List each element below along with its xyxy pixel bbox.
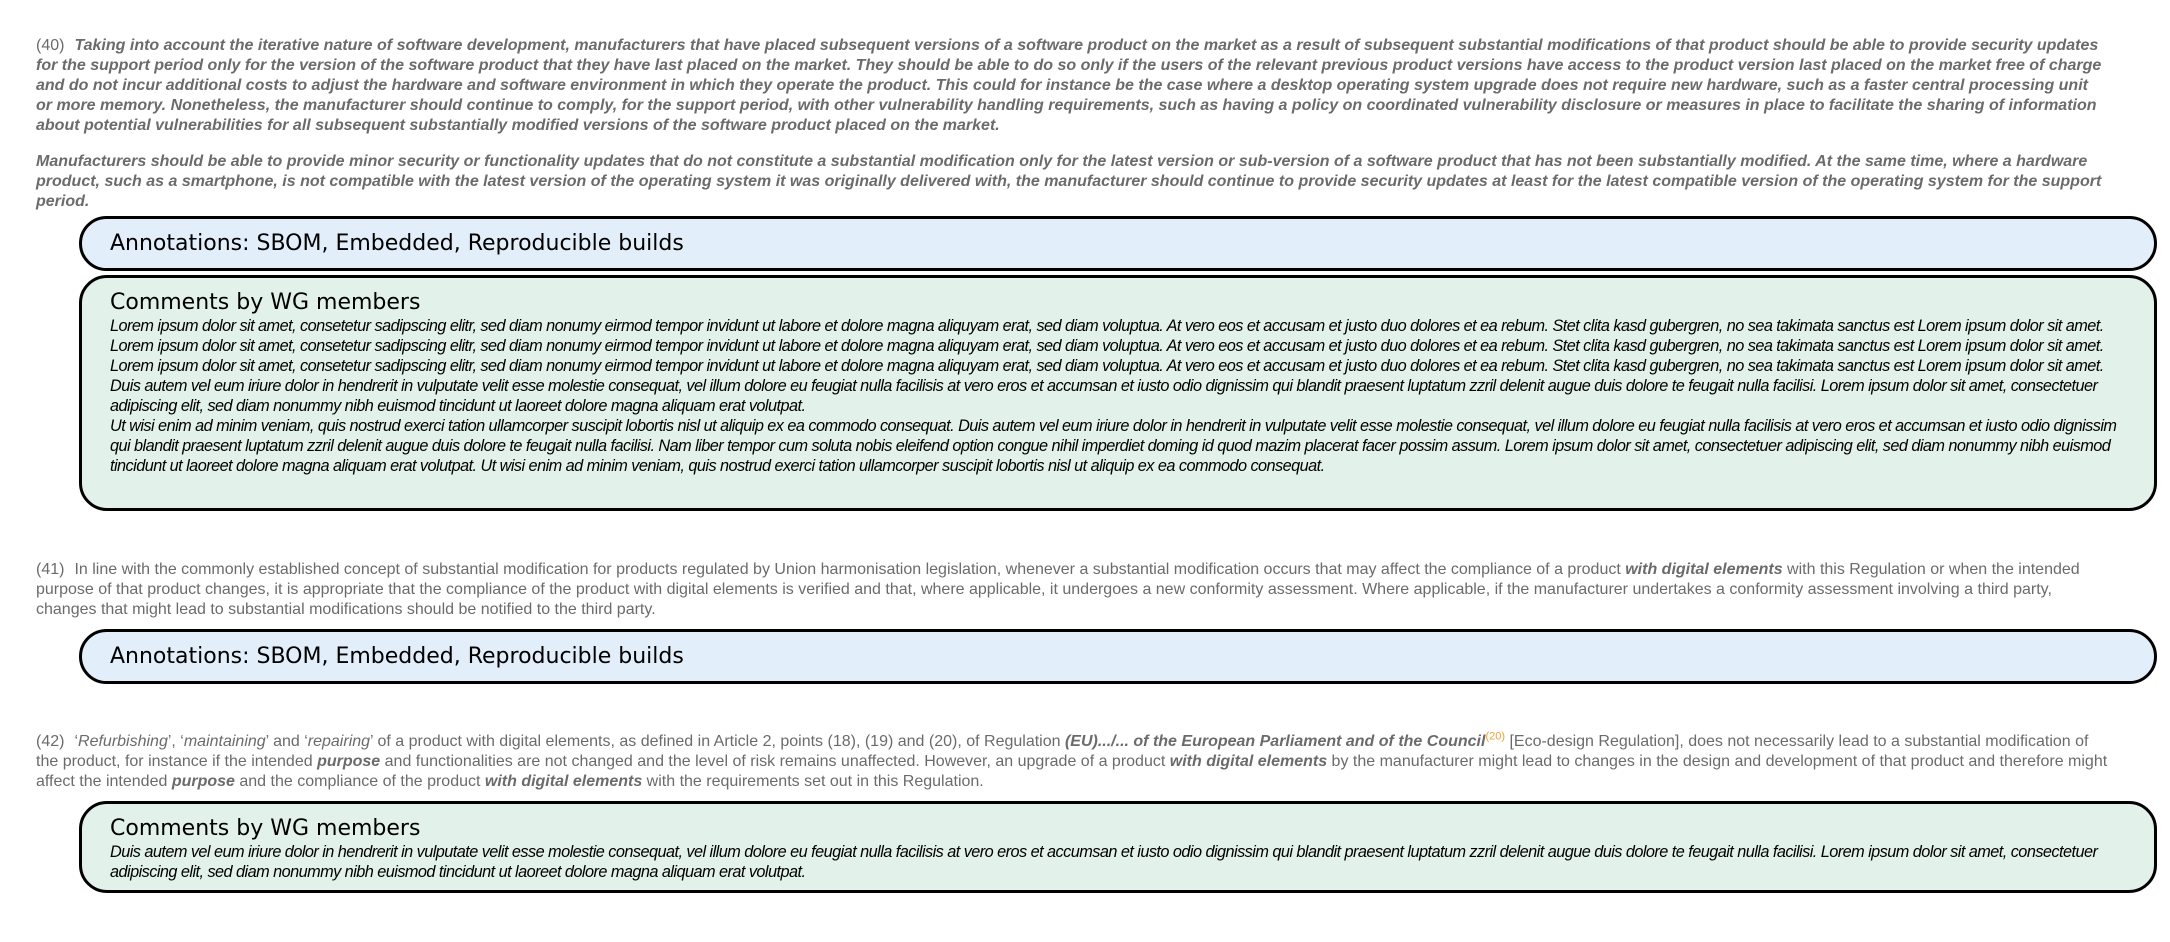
annotations-box [79, 216, 2157, 271]
recital-text: Taking into account the iterative nature of software development, manufacturers that have placed subsequent versions of a software product on the market as a result of subsequent substantial modifications of that product should be able to provide security updates for the support period only for the version of the software product that they have last placed on the market. They should be able to do so only if the users of the relevant previous product versions have access to the product version last placed on the market free of charge and do not incur additional costs to adjust the hardware and software environment in which they operate the product. This could for instance be the case where a desktop operating system upgrade does not require new hardware, such as a faster central processing unit or more memory. Nonetheless, the manufacturer should continue to comply, for the support period, with other vulnerability handling requirements, such as having a policy on coordinated vulnerability disclosure or measures in place to facilitate the sharing of information about potential vulnerabilities for all subsequent substantially modified versions of the software product placed on the market. [36, 37, 2102, 134]
comment-paragraph: Lorem ipsum dolor sit amet, consetetur sadipscing elitr, sed diam nonumy eirmod tempor invidunt ut labore et dolore magna aliquyam erat, sed diam voluptua. At vero eos et accusam et justo duo dolores et ea rebum. Stet clita kasd gubergren, no sea takimata sanctus est Lorem ipsum dolor sit amet. Lorem ipsum dolor sit amet, consetetur sadipscing elitr, sed diam nonumy eirmod tempor invidunt ut labore et dolore magna aliquyam erat, sed diam voluptua. At vero eos et accusam et justo duo dolores et ea rebum. Stet clita kasd gubergren, no sea takimata sanctus est Lorem ipsum dolor sit amet. Lorem ipsum dolor sit amet, consetetur sadipscing elitr, sed diam nonumy eirmod tempor invidunt ut labore et dolore magna aliquyam erat, sed diam voluptua. At vero eos et accusam et justo duo dolores et ea rebum. Stet clita kasd gubergren, no sea takimata sanctus est Lorem ipsum dolor sit amet. [110, 317, 2104, 375]
comments-body [110, 316, 2126, 476]
quote-mark: ’ [370, 733, 374, 750]
emphasis-text: with digital elements [1625, 561, 1783, 578]
annotations-label: Annotations: SBOM, Embedded, Reproducible builds [110, 231, 684, 256]
comment-paragraph: Ut wisi enim ad minim veniam, quis nostrud exerci tation ullamcorper suscipit lobortis nisl ut aliquip ex ea commodo consequat. Duis autem vel eum iriure dolor in hendrerit in vulputate velit esse molestie consequat, vel illum dolore eu feugiat nulla facilisis at vero eros et accumsan et iusto odio dignissim qui blandit praesent luptatum zzril delenit augue duis dolore te feugait nulla facilisi. Nam liber tempor cum soluta nobis eleifend option congue nihil imperdiet doming id quod mazim placerat facer possim assum. Lorem ipsum dolor sit amet, consectetuer adipiscing elit, sed diam nonummy nibh euismod tincidunt ut laoreet dolore magna aliquam erat volutpat. Ut wisi enim ad minim veniam, quis nostrud exerci tation ullamcorper suscipit lobortis nisl ut aliquip ex ea commodo consequat. [110, 417, 2117, 475]
comments-box [79, 275, 2157, 511]
comments-title: Comments by WG members [110, 816, 421, 841]
comments-box [79, 801, 2157, 893]
recital-text: Manufacturers should be able to provide minor security or functionality updates that do not constitute a substantial modification only for the latest version or sub-version of a software product that has not been substantially modified. At the same time, where a hardware product, such as a smartphone, is not compatible with the latest version of the operating system it was originally delivered with, the manufacturer should continue to provide security updates at least for the latest compatible version of the operating system for the support period. [36, 153, 2102, 210]
recital-text: with the requirements set out in this Regulation. [642, 773, 984, 790]
annotations-label: Annotations: SBOM, Embedded, Reproducible builds [110, 644, 684, 669]
recital-40-paragraph-2 [36, 152, 2108, 212]
annotations-box [79, 629, 2157, 684]
comment-paragraph: Duis autem vel eum iriure dolor in hendrerit in vulputate velit esse molestie consequat, vel illum dolore eu feugiat nulla facilisis at vero eros et accumsan et iusto odio dignissim qui blandit praesent luptatum zzril delenit augue duis dolore te feugait nulla facilisi. Lorem ipsum dolor sit amet, consectetuer adipiscing elit, sed diam nonummy nibh euismod tincidunt ut laoreet dolore magna aliquam erat volutpat. [110, 843, 2098, 881]
comments-body [110, 842, 2126, 882]
emphasis-text: with digital elements [484, 773, 643, 790]
footnote-link[interactable]: (20) [1485, 730, 1505, 743]
recital-41 [36, 560, 2108, 620]
recital-40-paragraph-1 [36, 36, 2108, 136]
emphasis-text: with digital elements [1169, 753, 1328, 770]
comments-title: Comments by WG members [110, 290, 421, 315]
recital-number: (40) [36, 37, 65, 54]
term: Refurbishing [78, 733, 168, 750]
recital-text: and the compliance of the product [234, 773, 485, 790]
emphasis-text: purpose [317, 753, 381, 770]
quote-mark: ‘ [74, 733, 79, 750]
quote-mark: ’, ‘ [167, 733, 184, 750]
recital-text: with this Regulation or when the intended purpose of that product changes, it is appropriate that the compliance of the product with digital elements is verified and that, where applicable, it undergoes a new conformity assessment. Where applicable, if the manufacturer undertakes a conformity assessment involving a third party, changes that might lead to substantial modifications should be notified to the third party. [36, 561, 2080, 618]
recital-text: of a product with digital elements, as defined in Article 2, points (18), (19) and (20), of Regulation [373, 733, 1065, 750]
recital-42 [36, 732, 2108, 792]
term: repairing [307, 733, 371, 750]
recital-text: In line with the commonly established concept of substantial modification for products regulated by Union harmonisation legislation, whenever a substantial modification occurs that may affect the compliance of a product [74, 561, 1626, 578]
recital-text: by the manufacturer might lead to changes in the design and development of that product and therefore might affect the intended [36, 753, 2108, 790]
emphasis-text: purpose [171, 773, 235, 790]
emphasis-text: (EU).../... of the European Parliament and of the Council [1064, 733, 1486, 750]
term: maintaining [183, 733, 266, 750]
recital-number: (42) [36, 733, 65, 750]
recital-number: (41) [36, 561, 65, 578]
recital-text: [Eco-design Regulation], does not necessarily lead to a substantial modification of the product, for instance if the intended [36, 733, 2089, 770]
quote-mark: ’ and ‘ [265, 733, 308, 750]
comment-paragraph: Duis autem vel eum iriure dolor in hendrerit in vulputate velit esse molestie consequat, vel illum dolore eu feugiat nulla facilisis at vero eros et accumsan et iusto odio dignissim qui blandit praesent luptatum zzril delenit augue duis dolore te feugait nulla facilisi. Lorem ipsum dolor sit amet, consectetuer adipiscing elit, sed diam nonummy nibh euismod tincidunt ut laoreet dolore magna aliquam erat volutpat. [110, 377, 2098, 415]
recital-text: and functionalities are not changed and the level of risk remains unaffected. However, an upgrade of a product [380, 753, 1170, 770]
